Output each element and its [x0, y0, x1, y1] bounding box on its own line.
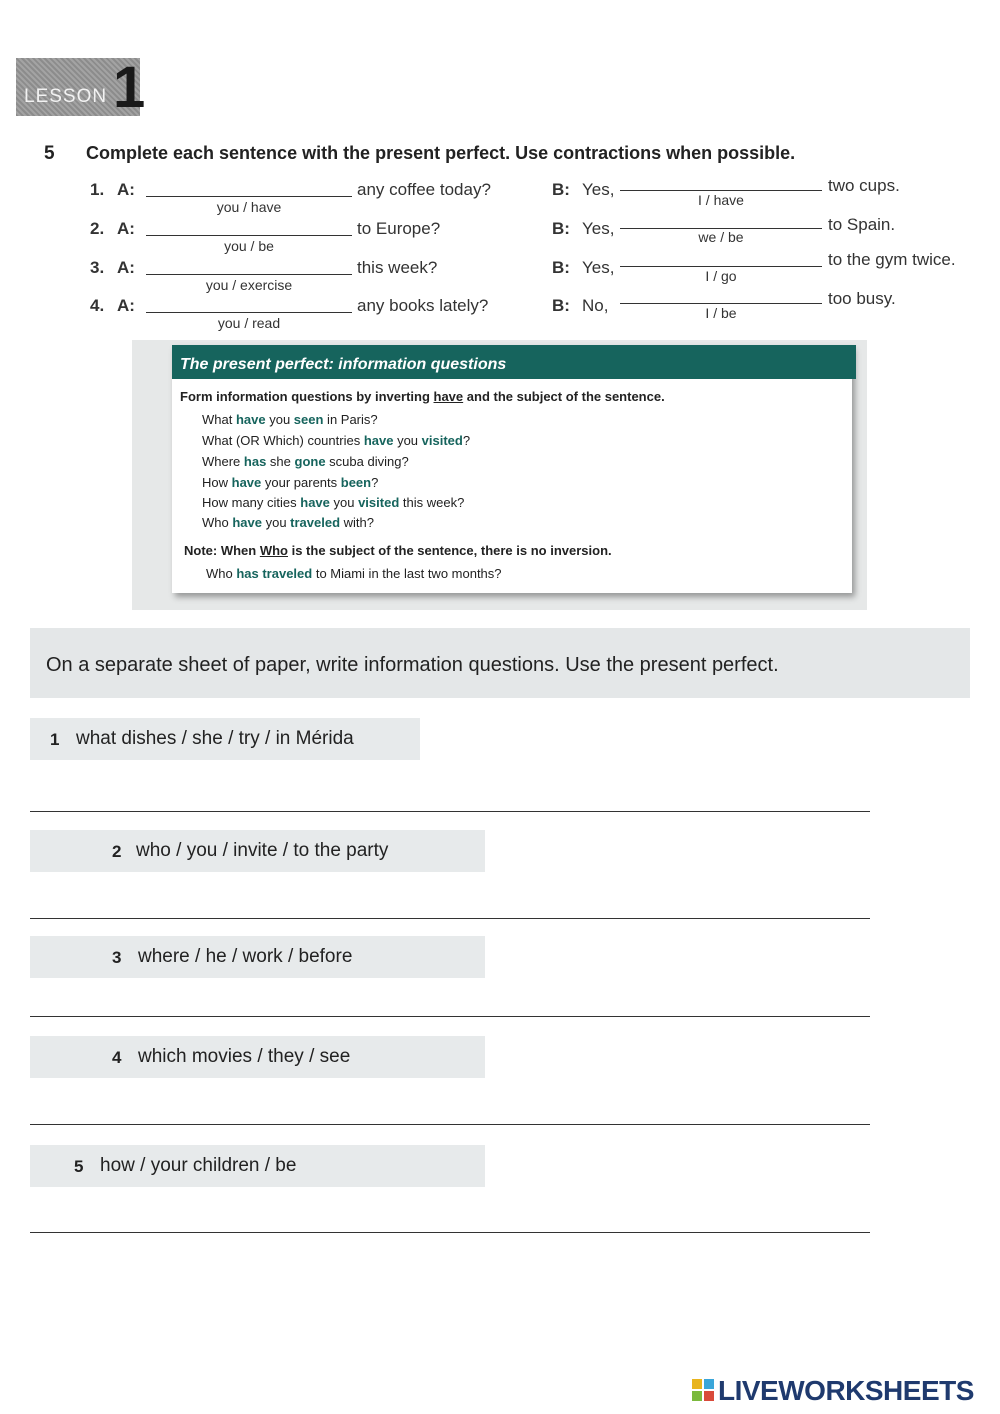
example-text: ?	[371, 475, 379, 490]
liveworksheets-logo-icon	[692, 1379, 716, 1403]
example-text: Who	[206, 566, 237, 581]
example-verb: have	[363, 433, 394, 448]
question-prompt	[30, 718, 420, 760]
example-text: she	[266, 454, 295, 469]
speaker-a: A:	[117, 258, 135, 277]
example-verb: have	[300, 495, 330, 510]
sentence-b-start: Yes,	[582, 258, 615, 277]
sentence-a-rest: this week?	[357, 258, 438, 277]
item-number: 3.	[90, 258, 105, 277]
note-keyword: Who	[259, 543, 288, 558]
question-text: who / you / invite / to the party	[136, 840, 389, 861]
example-text: Who	[202, 515, 233, 530]
question-text: how / your children / be	[100, 1155, 297, 1176]
answer-line[interactable]	[30, 918, 870, 919]
intro-text: Form information questions by inverting	[180, 389, 434, 404]
question-prompt	[30, 830, 485, 872]
speaker-a: A:	[117, 180, 135, 199]
sentence-b-start: Yes,	[582, 180, 615, 199]
example-verb: traveled	[290, 515, 341, 530]
note-text: Note: When	[184, 543, 260, 558]
lesson-word: LESSON	[24, 86, 108, 107]
grammar-example	[202, 495, 464, 510]
example-text: Where	[202, 454, 244, 469]
grammar-box	[172, 345, 852, 593]
question-number: 4	[112, 1048, 122, 1067]
answer-blank-b[interactable]	[620, 190, 822, 191]
example-verb: been	[340, 475, 372, 490]
example-verb: seen	[293, 412, 324, 427]
answer-line[interactable]	[30, 1124, 870, 1125]
questions-instruction-bar	[30, 628, 970, 698]
sentence-b-rest: too busy.	[828, 289, 896, 308]
example-text: to Miami in the last two months?	[312, 566, 502, 581]
exercise-item	[0, 289, 1000, 332]
example-text: ?	[462, 433, 471, 448]
note-text: is the subject of the sentence, there is no inversion.	[287, 543, 612, 558]
cue-b: we / be	[698, 229, 744, 245]
example-text: with?	[340, 515, 375, 530]
item-number: 1.	[90, 180, 105, 199]
item-number: 4.	[90, 296, 105, 315]
grammar-note-example	[206, 566, 502, 581]
question-number: 5	[74, 1157, 84, 1176]
answer-blank-a[interactable]	[146, 196, 352, 197]
grammar-box-intro	[180, 389, 665, 404]
question-text: which movies / they / see	[138, 1046, 351, 1067]
example-verb: have	[232, 515, 262, 530]
answer-blank-a[interactable]	[146, 235, 352, 236]
example-text: in Paris?	[323, 412, 378, 427]
example-text: How	[202, 475, 232, 490]
example-verb: have	[235, 412, 266, 427]
grammar-example	[202, 454, 409, 469]
cue-b: I / have	[698, 192, 744, 208]
answer-line[interactable]	[30, 1016, 870, 1017]
liveworksheets-logo-text: LIVEWORKSHEETS	[718, 1375, 974, 1406]
cue-a: you / be	[224, 238, 274, 254]
exercise-item	[0, 250, 1000, 294]
speaker-b: B:	[552, 296, 570, 315]
cue-b: I / go	[705, 268, 737, 284]
intro-text: and the subject of the sentence.	[463, 389, 665, 404]
questions-instruction: On a separate sheet of paper, write information questions. Use the present perfect.	[46, 654, 779, 676]
grammar-example	[202, 515, 374, 530]
question-number: 2	[112, 842, 122, 861]
answer-blank-b[interactable]	[620, 266, 822, 267]
cue-a: you / exercise	[205, 277, 293, 293]
speaker-b: B:	[552, 219, 570, 238]
exercise-instruction: Complete each sentence with the present perfect. Use contractions when possible.	[86, 143, 796, 163]
sentence-a-rest: any coffee today?	[357, 180, 491, 199]
intro-keyword: have	[433, 389, 464, 404]
answer-blank-a[interactable]	[146, 274, 352, 275]
question-number: 3	[112, 948, 122, 967]
example-verb: visited	[421, 433, 463, 448]
question-text: what dishes / she / try / in Mérida	[76, 728, 354, 749]
example-text: scuba diving?	[325, 454, 409, 469]
example-verb: visited	[358, 495, 400, 510]
question-prompt	[30, 1036, 485, 1078]
answer-line[interactable]	[30, 811, 870, 812]
sentence-b-start: No,	[582, 296, 609, 315]
grammar-note	[184, 543, 612, 558]
sentence-a-rest: to Europe?	[357, 219, 441, 238]
sentence-b-rest: to the gym twice.	[828, 250, 956, 269]
cue-a: you / have	[216, 199, 282, 215]
example-text: you	[329, 495, 359, 510]
example-verb: has	[243, 454, 267, 469]
question-prompt	[30, 1145, 485, 1187]
lesson-number: 1	[113, 55, 146, 120]
example-text: What	[202, 412, 236, 427]
example-text: How many cities	[202, 495, 301, 510]
grammar-box-title: The present perfect: information questions	[172, 345, 856, 379]
exercise-item	[0, 215, 1000, 255]
speaker-b: B:	[552, 180, 570, 199]
question-number: 1	[50, 730, 60, 749]
example-verb: gone	[294, 454, 326, 469]
speaker-a: A:	[117, 219, 135, 238]
example-text: you	[265, 412, 294, 427]
exercise-item	[0, 176, 1000, 216]
answer-blank-b[interactable]	[620, 303, 822, 304]
sentence-b-start: Yes,	[582, 219, 615, 238]
item-number: 2.	[90, 219, 105, 238]
exercise-number: 5	[44, 143, 55, 164]
example-text: What (OR Which) countries	[202, 433, 364, 448]
grammar-example	[202, 475, 378, 490]
sentence-a-rest: any books lately?	[357, 296, 489, 315]
question-prompt	[30, 936, 485, 978]
sentence-b-rest: to Spain.	[828, 215, 896, 234]
example-text: you	[261, 515, 291, 530]
cue-a: you / read	[217, 315, 281, 331]
example-text: your parents	[261, 475, 341, 490]
example-verb: have	[231, 475, 262, 490]
sentence-b-rest: two cups.	[828, 176, 900, 195]
answer-line[interactable]	[30, 1232, 870, 1233]
example-verb: has traveled	[236, 566, 313, 581]
grammar-example	[202, 433, 470, 448]
speaker-b: B:	[552, 258, 570, 277]
example-text: this week?	[399, 495, 465, 510]
answer-blank-a[interactable]	[146, 312, 352, 313]
speaker-a: A:	[117, 296, 135, 315]
grammar-example	[202, 412, 378, 427]
question-text: where / he / work / before	[138, 946, 353, 967]
example-text: you	[393, 433, 422, 448]
cue-b: I / be	[705, 305, 737, 321]
lesson-badge	[16, 55, 146, 120]
